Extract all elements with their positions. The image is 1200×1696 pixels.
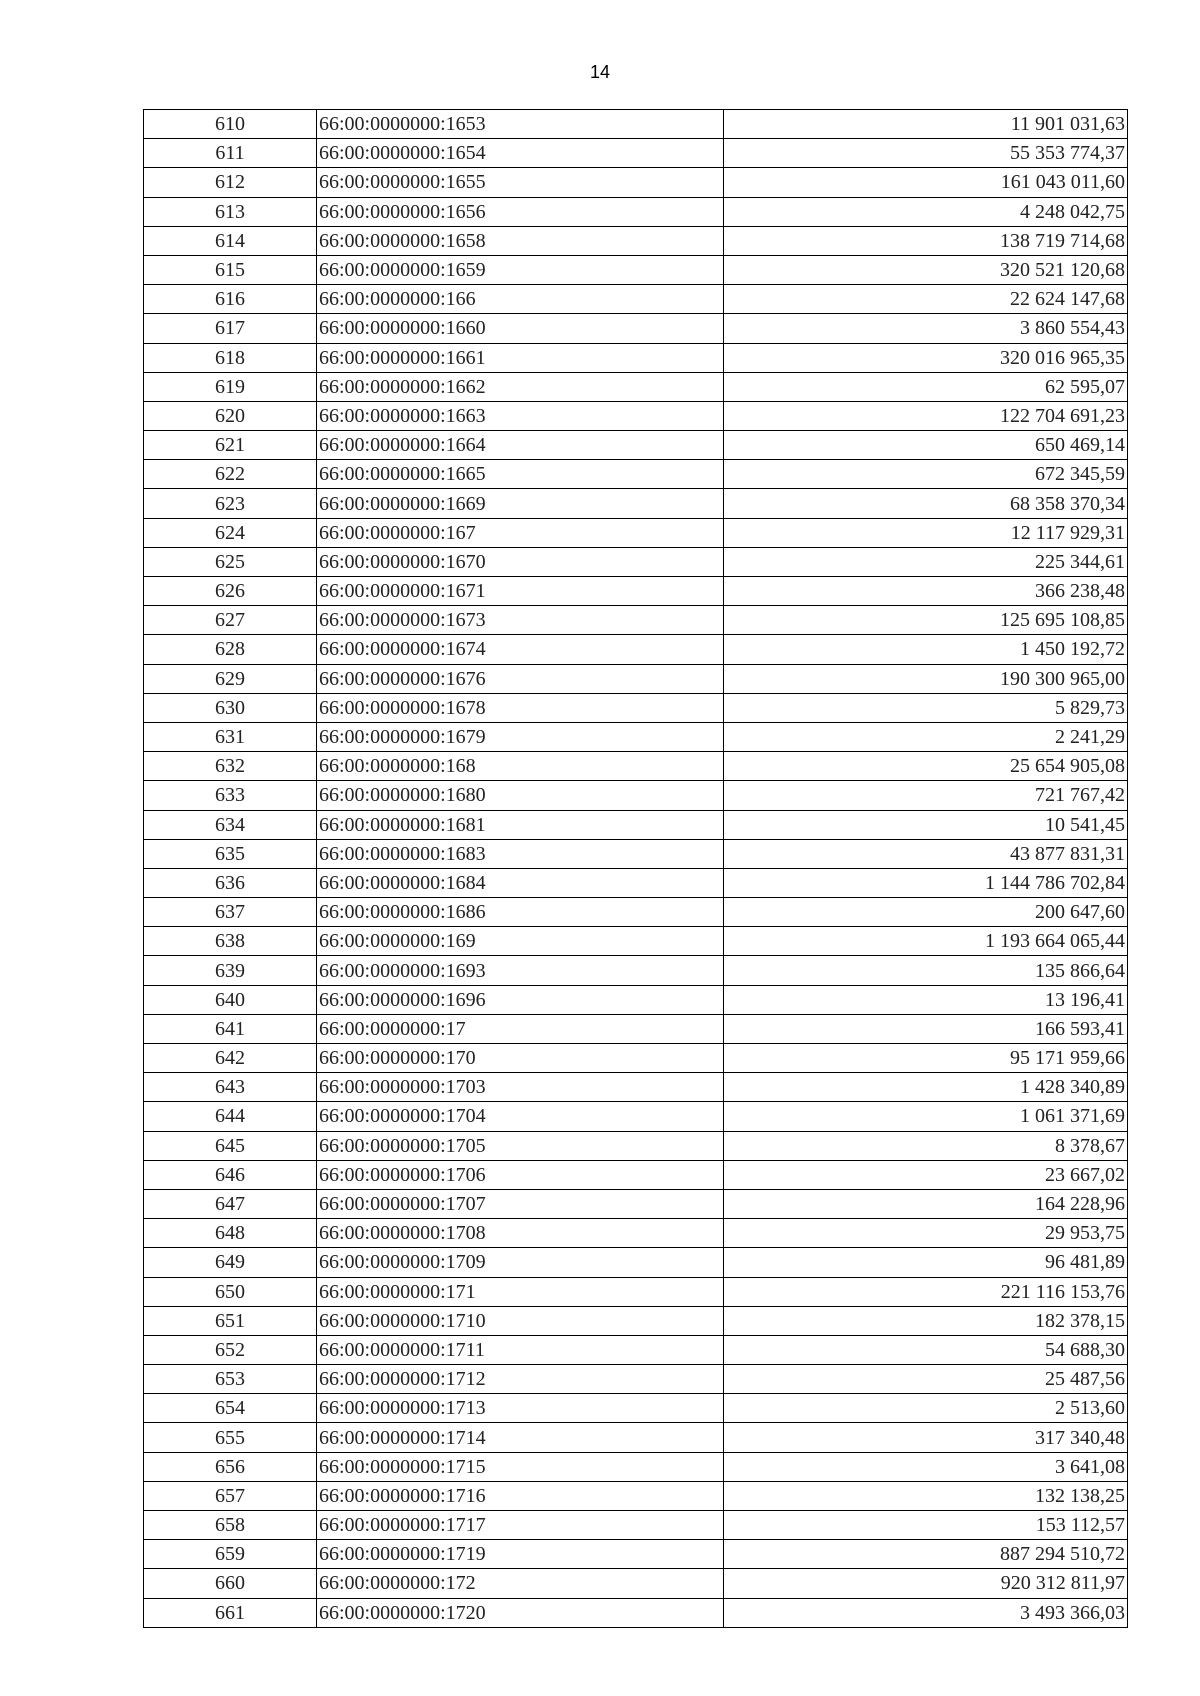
value-cell: 1 450 192,72: [724, 635, 1128, 664]
table-row: [144, 1540, 1128, 1569]
cadastral-number-cell: 66:00:0000000:17: [317, 1014, 724, 1043]
cadastral-number-cell: 66:00:0000000:1676: [317, 664, 724, 693]
row-number-cell: 640: [144, 985, 317, 1014]
table-row: [144, 372, 1128, 401]
table-row: [144, 1131, 1128, 1160]
table-row: [144, 1511, 1128, 1540]
table-row: [144, 489, 1128, 518]
table-row: [144, 1014, 1128, 1043]
value-cell: 125 695 108,85: [724, 606, 1128, 635]
value-cell: 138 719 714,68: [724, 226, 1128, 255]
value-cell: 721 767,42: [724, 781, 1128, 810]
cadastral-number-cell: 66:00:0000000:1717: [317, 1511, 724, 1540]
value-cell: 2 513,60: [724, 1394, 1128, 1423]
cadastral-number-cell: 66:00:0000000:1656: [317, 197, 724, 226]
value-cell: 366 238,48: [724, 577, 1128, 606]
value-cell: 1 144 786 702,84: [724, 868, 1128, 897]
table-row: [144, 985, 1128, 1014]
cadastral-number-cell: 66:00:0000000:1664: [317, 431, 724, 460]
table-row: [144, 839, 1128, 868]
row-number-cell: 635: [144, 839, 317, 868]
cadastral-number-cell: 66:00:0000000:1655: [317, 168, 724, 197]
table-row: [144, 722, 1128, 751]
cadastral-number-cell: 66:00:0000000:168: [317, 752, 724, 781]
value-cell: 13 196,41: [724, 985, 1128, 1014]
value-cell: 12 117 929,31: [724, 518, 1128, 547]
cadastral-number-cell: 66:00:0000000:166: [317, 285, 724, 314]
cadastral-number-cell: 66:00:0000000:169: [317, 927, 724, 956]
value-cell: 22 624 147,68: [724, 285, 1128, 314]
row-number-cell: 627: [144, 606, 317, 635]
cadastral-number-cell: 66:00:0000000:1678: [317, 693, 724, 722]
row-number-cell: 611: [144, 139, 317, 168]
table-row: [144, 1365, 1128, 1394]
table-row: [144, 1277, 1128, 1306]
row-number-cell: 650: [144, 1277, 317, 1306]
row-number-cell: 644: [144, 1102, 317, 1131]
cadastral-number-cell: 66:00:0000000:1679: [317, 722, 724, 751]
value-cell: 672 345,59: [724, 460, 1128, 489]
row-number-cell: 619: [144, 372, 317, 401]
row-number-cell: 616: [144, 285, 317, 314]
row-number-cell: 658: [144, 1511, 317, 1540]
row-number-cell: 612: [144, 168, 317, 197]
table-row: [144, 168, 1128, 197]
value-cell: 132 138,25: [724, 1481, 1128, 1510]
cadastral-number-cell: 66:00:0000000:1663: [317, 401, 724, 430]
cadastral-number-cell: 66:00:0000000:167: [317, 518, 724, 547]
row-number-cell: 631: [144, 722, 317, 751]
table-row: [144, 1219, 1128, 1248]
table-row: [144, 110, 1128, 139]
table-row: [144, 956, 1128, 985]
cadastral-number-cell: 66:00:0000000:1661: [317, 343, 724, 372]
value-cell: 5 829,73: [724, 693, 1128, 722]
cadastral-number-cell: 66:00:0000000:1709: [317, 1248, 724, 1277]
cadastral-number-cell: 66:00:0000000:1710: [317, 1306, 724, 1335]
value-cell: 1 193 664 065,44: [724, 927, 1128, 956]
cadastral-number-cell: 66:00:0000000:1683: [317, 839, 724, 868]
row-number-cell: 651: [144, 1306, 317, 1335]
cadastral-number-cell: 66:00:0000000:1720: [317, 1598, 724, 1627]
row-number-cell: 623: [144, 489, 317, 518]
table-row: [144, 1102, 1128, 1131]
table-row: [144, 577, 1128, 606]
value-cell: 4 248 042,75: [724, 197, 1128, 226]
table-row: [144, 898, 1128, 927]
row-number-cell: 633: [144, 781, 317, 810]
row-number-cell: 647: [144, 1189, 317, 1218]
cadastral-value-table: [143, 109, 1128, 1628]
value-cell: 1 428 340,89: [724, 1073, 1128, 1102]
value-cell: 920 312 811,97: [724, 1569, 1128, 1598]
value-cell: 95 171 959,66: [724, 1044, 1128, 1073]
row-number-cell: 632: [144, 752, 317, 781]
row-number-cell: 645: [144, 1131, 317, 1160]
value-cell: 96 481,89: [724, 1248, 1128, 1277]
table-row: [144, 1335, 1128, 1364]
value-cell: 650 469,14: [724, 431, 1128, 460]
row-number-cell: 636: [144, 868, 317, 897]
cadastral-number-cell: 66:00:0000000:1658: [317, 226, 724, 255]
value-cell: 1 061 371,69: [724, 1102, 1128, 1131]
cadastral-number-cell: 66:00:0000000:1671: [317, 577, 724, 606]
cadastral-number-cell: 66:00:0000000:1711: [317, 1335, 724, 1364]
row-number-cell: 613: [144, 197, 317, 226]
table-row: [144, 547, 1128, 576]
table-row: [144, 285, 1128, 314]
value-cell: 320 521 120,68: [724, 255, 1128, 284]
table-row: [144, 518, 1128, 547]
value-cell: 221 116 153,76: [724, 1277, 1128, 1306]
cadastral-number-cell: 66:00:0000000:1670: [317, 547, 724, 576]
row-number-cell: 622: [144, 460, 317, 489]
value-cell: 25 654 905,08: [724, 752, 1128, 781]
cadastral-number-cell: 66:00:0000000:1653: [317, 110, 724, 139]
cadastral-number-cell: 66:00:0000000:1686: [317, 898, 724, 927]
table-row: [144, 752, 1128, 781]
table-row: [144, 810, 1128, 839]
cadastral-number-cell: 66:00:0000000:1660: [317, 314, 724, 343]
row-number-cell: 615: [144, 255, 317, 284]
table-row: [144, 460, 1128, 489]
table-body: [144, 110, 1128, 1628]
value-cell: 8 378,67: [724, 1131, 1128, 1160]
table-row: [144, 255, 1128, 284]
row-number-cell: 610: [144, 110, 317, 139]
value-cell: 68 358 370,34: [724, 489, 1128, 518]
value-cell: 190 300 965,00: [724, 664, 1128, 693]
cadastral-number-cell: 66:00:0000000:1673: [317, 606, 724, 635]
table-row: [144, 635, 1128, 664]
cadastral-number-cell: 66:00:0000000:1706: [317, 1160, 724, 1189]
row-number-cell: 634: [144, 810, 317, 839]
value-cell: 122 704 691,23: [724, 401, 1128, 430]
table-row: [144, 1189, 1128, 1218]
value-cell: 153 112,57: [724, 1511, 1128, 1540]
cadastral-number-cell: 66:00:0000000:1680: [317, 781, 724, 810]
row-number-cell: 630: [144, 693, 317, 722]
row-number-cell: 625: [144, 547, 317, 576]
table-row: [144, 606, 1128, 635]
table-row: [144, 1598, 1128, 1627]
value-cell: 10 541,45: [724, 810, 1128, 839]
cadastral-number-cell: 66:00:0000000:1705: [317, 1131, 724, 1160]
row-number-cell: 639: [144, 956, 317, 985]
cadastral-number-cell: 66:00:0000000:1707: [317, 1189, 724, 1218]
row-number-cell: 626: [144, 577, 317, 606]
row-number-cell: 661: [144, 1598, 317, 1627]
table-row: [144, 693, 1128, 722]
value-cell: 3 493 366,03: [724, 1598, 1128, 1627]
row-number-cell: 637: [144, 898, 317, 927]
table-row: [144, 314, 1128, 343]
cadastral-number-cell: 66:00:0000000:170: [317, 1044, 724, 1073]
row-number-cell: 660: [144, 1569, 317, 1598]
cadastral-number-cell: 66:00:0000000:1654: [317, 139, 724, 168]
row-number-cell: 638: [144, 927, 317, 956]
row-number-cell: 649: [144, 1248, 317, 1277]
row-number-cell: 657: [144, 1481, 317, 1510]
row-number-cell: 628: [144, 635, 317, 664]
cadastral-number-cell: 66:00:0000000:172: [317, 1569, 724, 1598]
value-cell: 200 647,60: [724, 898, 1128, 927]
table-row: [144, 401, 1128, 430]
row-number-cell: 620: [144, 401, 317, 430]
row-number-cell: 653: [144, 1365, 317, 1394]
value-cell: 62 595,07: [724, 372, 1128, 401]
value-cell: 225 344,61: [724, 547, 1128, 576]
value-cell: 23 667,02: [724, 1160, 1128, 1189]
cadastral-number-cell: 66:00:0000000:1708: [317, 1219, 724, 1248]
table-row: [144, 1452, 1128, 1481]
cadastral-number-cell: 66:00:0000000:1662: [317, 372, 724, 401]
cadastral-number-cell: 66:00:0000000:1715: [317, 1452, 724, 1481]
cadastral-number-cell: 66:00:0000000:1684: [317, 868, 724, 897]
table-row: [144, 664, 1128, 693]
table-row: [144, 1248, 1128, 1277]
cadastral-number-cell: 66:00:0000000:1704: [317, 1102, 724, 1131]
row-number-cell: 652: [144, 1335, 317, 1364]
cadastral-number-cell: 66:00:0000000:1716: [317, 1481, 724, 1510]
cadastral-number-cell: 66:00:0000000:1665: [317, 460, 724, 489]
table-row: [144, 226, 1128, 255]
value-cell: 182 378,15: [724, 1306, 1128, 1335]
table-row: [144, 1481, 1128, 1510]
cadastral-number-cell: 66:00:0000000:1696: [317, 985, 724, 1014]
value-cell: 320 016 965,35: [724, 343, 1128, 372]
value-cell: 3 641,08: [724, 1452, 1128, 1481]
row-number-cell: 621: [144, 431, 317, 460]
value-cell: 29 953,75: [724, 1219, 1128, 1248]
value-cell: 2 241,29: [724, 722, 1128, 751]
row-number-cell: 614: [144, 226, 317, 255]
value-cell: 25 487,56: [724, 1365, 1128, 1394]
value-cell: 3 860 554,43: [724, 314, 1128, 343]
table-row: [144, 1160, 1128, 1189]
cadastral-number-cell: 66:00:0000000:171: [317, 1277, 724, 1306]
page-number: 14: [589, 62, 611, 82]
row-number-cell: 643: [144, 1073, 317, 1102]
value-cell: 11 901 031,63: [724, 110, 1128, 139]
value-cell: 164 228,96: [724, 1189, 1128, 1218]
table-row: [144, 343, 1128, 372]
row-number-cell: 648: [144, 1219, 317, 1248]
table-row: [144, 431, 1128, 460]
row-number-cell: 618: [144, 343, 317, 372]
table-row: [144, 1569, 1128, 1598]
cadastral-number-cell: 66:00:0000000:1681: [317, 810, 724, 839]
row-number-cell: 659: [144, 1540, 317, 1569]
row-number-cell: 641: [144, 1014, 317, 1043]
row-number-cell: 642: [144, 1044, 317, 1073]
row-number-cell: 654: [144, 1394, 317, 1423]
cadastral-number-cell: 66:00:0000000:1719: [317, 1540, 724, 1569]
cadastral-number-cell: 66:00:0000000:1693: [317, 956, 724, 985]
value-cell: 161 043 011,60: [724, 168, 1128, 197]
cadastral-number-cell: 66:00:0000000:1703: [317, 1073, 724, 1102]
row-number-cell: 629: [144, 664, 317, 693]
cadastral-number-cell: 66:00:0000000:1669: [317, 489, 724, 518]
value-cell: 54 688,30: [724, 1335, 1128, 1364]
table-row: [144, 1423, 1128, 1452]
table-row: [144, 781, 1128, 810]
cadastral-number-cell: 66:00:0000000:1674: [317, 635, 724, 664]
table-row: [144, 1073, 1128, 1102]
table-row: [144, 927, 1128, 956]
table-row: [144, 139, 1128, 168]
table-row: [144, 197, 1128, 226]
value-cell: 135 866,64: [724, 956, 1128, 985]
table-row: [144, 868, 1128, 897]
row-number-cell: 655: [144, 1423, 317, 1452]
value-cell: 317 340,48: [724, 1423, 1128, 1452]
cadastral-number-cell: 66:00:0000000:1714: [317, 1423, 724, 1452]
table-row: [144, 1306, 1128, 1335]
cadastral-number-cell: 66:00:0000000:1713: [317, 1394, 724, 1423]
value-cell: 43 877 831,31: [724, 839, 1128, 868]
table-row: [144, 1394, 1128, 1423]
table-row: [144, 1044, 1128, 1073]
value-cell: 166 593,41: [724, 1014, 1128, 1043]
cadastral-number-cell: 66:00:0000000:1712: [317, 1365, 724, 1394]
row-number-cell: 624: [144, 518, 317, 547]
value-cell: 887 294 510,72: [724, 1540, 1128, 1569]
value-cell: 55 353 774,37: [724, 139, 1128, 168]
row-number-cell: 656: [144, 1452, 317, 1481]
row-number-cell: 646: [144, 1160, 317, 1189]
row-number-cell: 617: [144, 314, 317, 343]
cadastral-number-cell: 66:00:0000000:1659: [317, 255, 724, 284]
